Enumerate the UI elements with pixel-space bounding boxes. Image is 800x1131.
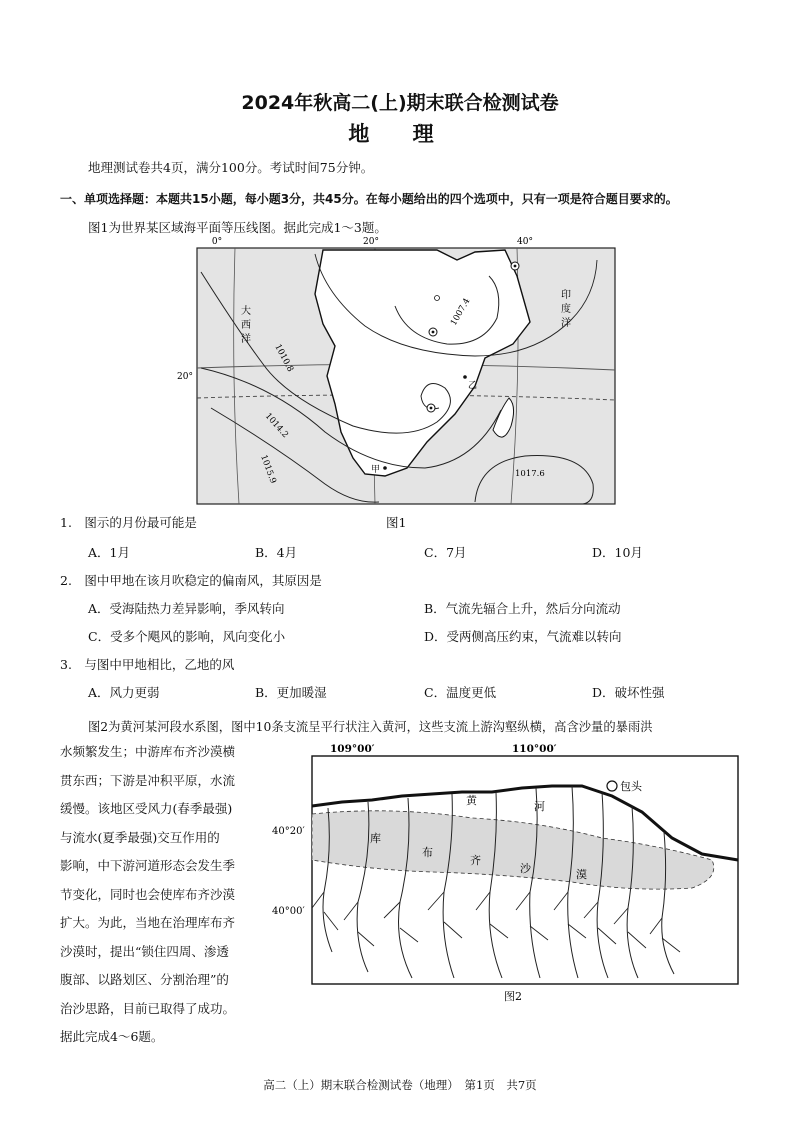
passage2-line: 缓慢。该地区受风力(春季最强) <box>60 801 233 816</box>
ocean-label-atlantic-1: 大 <box>241 306 251 317</box>
figure-1-isobar-map <box>175 236 635 512</box>
subject-title: 地 理 <box>348 122 452 146</box>
low-pressure-center-3 <box>427 404 435 412</box>
q3-option-b[interactable]: B．更加暖湿 <box>255 685 327 700</box>
isobar-label-1014-2: 1014.2 <box>262 411 291 441</box>
lon-label-20: 20° <box>363 237 379 247</box>
q1-option-a[interactable]: A．1月 <box>88 545 130 560</box>
ocean-label-atlantic-2: 西 <box>241 320 251 331</box>
lon-label-0: 0° <box>211 237 223 247</box>
desert-char-mo: 漠 <box>576 868 587 881</box>
ocean-label-indian-3: 洋 <box>561 318 571 329</box>
figure-2-caption: 图2 <box>504 990 522 1003</box>
passage2-body <box>60 738 270 1052</box>
isobar-label-1010-8: 1010.8 <box>272 342 296 374</box>
q3-option-d[interactable]: D．破坏性强 <box>592 685 665 700</box>
passage2-line: 扩大。为此，当地在治理库布齐 <box>60 915 236 930</box>
lon-label-109: 109°00′ <box>330 743 375 755</box>
point-jia-label: 甲 <box>371 465 381 475</box>
passage2-line: 贯东西；下游是冲积平原，水流 <box>60 772 236 788</box>
passage2-line: 节变化，同时也会使库布齐沙漠 <box>60 886 236 902</box>
point-yi-label: 乙 <box>468 381 478 391</box>
desert-char-ku: 库 <box>370 832 381 845</box>
isobar-label-1015-9: 1015.9 <box>258 453 278 485</box>
passage2-line: 沙漠时，提出“锁住四周、渗透 <box>60 943 229 959</box>
passage2-line: 腹部、以路划区、分割治理”的 <box>60 972 229 987</box>
lat-label-20: 20° <box>177 372 193 382</box>
ocean-label-indian-1: 印 <box>561 290 571 301</box>
exam-title: 2024年秋高二(上)期末联合检测试卷 <box>241 92 559 114</box>
lake-mark <box>435 296 440 301</box>
point-jia-dot <box>383 466 387 470</box>
river-char-huang: 黄 <box>466 794 477 807</box>
q1-option-c[interactable]: C．7月 <box>424 545 467 560</box>
passage2-line: 据此完成4～6题。 <box>60 1029 164 1044</box>
point-yi-dot <box>463 375 467 379</box>
lon-label-40: 40° <box>517 237 533 247</box>
exam-intro: 地理测试卷共4页，满分100分。考试时间75分钟。 <box>88 160 374 175</box>
page-footer: 高二（上）期末联合检测试卷（地理） 第1页 共7页 <box>263 1078 537 1092</box>
question-1-stem: 1. 图示的月份最可能是 <box>60 515 197 530</box>
passage2-line: 水频繁发生；中游库布齐沙漠横 <box>60 744 236 759</box>
ocean-label-atlantic-3: 洋 <box>241 334 251 345</box>
q2-option-d[interactable]: D．受两侧高压约束，气流难以转向 <box>424 629 622 644</box>
q3-option-a[interactable]: A．风力更弱 <box>88 685 160 700</box>
river-char-he: 河 <box>534 800 545 813</box>
lat-label-40-20: 40°20′ <box>272 826 305 837</box>
passage2-line: 影响，中下游河道形态会发生季 <box>60 858 236 873</box>
lat-label-40-00: 40°00′ <box>272 906 305 917</box>
question-2-stem: 2. 图中甲地在该月吹稳定的偏南风，其原因是 <box>60 573 322 588</box>
isobar-label-1007-4: 1007.4 <box>448 296 473 328</box>
q3-option-c[interactable]: C．温度更低 <box>424 685 497 700</box>
desert-char-qi: 齐 <box>470 854 481 867</box>
baotou-label: 包头 <box>620 780 642 793</box>
baotou-city-marker <box>607 781 617 791</box>
q2-option-b[interactable]: B．气流先辐合上升，然后分向流动 <box>424 601 621 616</box>
q2-option-a[interactable]: A．受海陆热力差异影响，季风转向 <box>88 601 285 616</box>
q2-option-c[interactable]: C．受多个飓风的影响，风向变化小 <box>88 629 286 644</box>
fig1-intro: 图1为世界某区域海平面等压线图。据此完成1～3题。 <box>88 220 387 235</box>
ocean-label-indian-2: 度 <box>561 304 571 315</box>
passage2-line: 与流水(夏季最强)交互作用的 <box>60 829 220 845</box>
q1-option-b[interactable]: B．4月 <box>255 545 298 560</box>
section-heading: 一、单项选择题：本题共15小题，每小题3分，共45分。在每小题给出的四个选项中，只有一项是符合题目要求的。 <box>60 192 678 206</box>
question-3-stem: 3. 与图中甲地相比，乙地的风 <box>60 657 235 672</box>
q1-option-d[interactable]: D．10月 <box>592 545 643 560</box>
low-pressure-center-1 <box>429 328 437 336</box>
desert-char-bu: 布 <box>422 846 433 859</box>
low-pressure-center-2 <box>511 262 519 270</box>
desert-char-sha: 沙 <box>520 862 531 875</box>
lon-label-110: 110°00′ <box>512 743 557 755</box>
figure-1-caption: 图1 <box>386 515 407 530</box>
isobar-label-1017-6: 1017.6 <box>515 469 545 479</box>
figure-2-river-system-map <box>272 742 742 1010</box>
passage2-line: 治沙思路，目前已取得了成功。 <box>60 1000 236 1016</box>
passage2-first-line: 图2为黄河某河段水系图，图中10条支流呈平行状注入黄河，这些支流上游沟壑纵横，高含沙量的暴雨洪 <box>88 720 653 734</box>
